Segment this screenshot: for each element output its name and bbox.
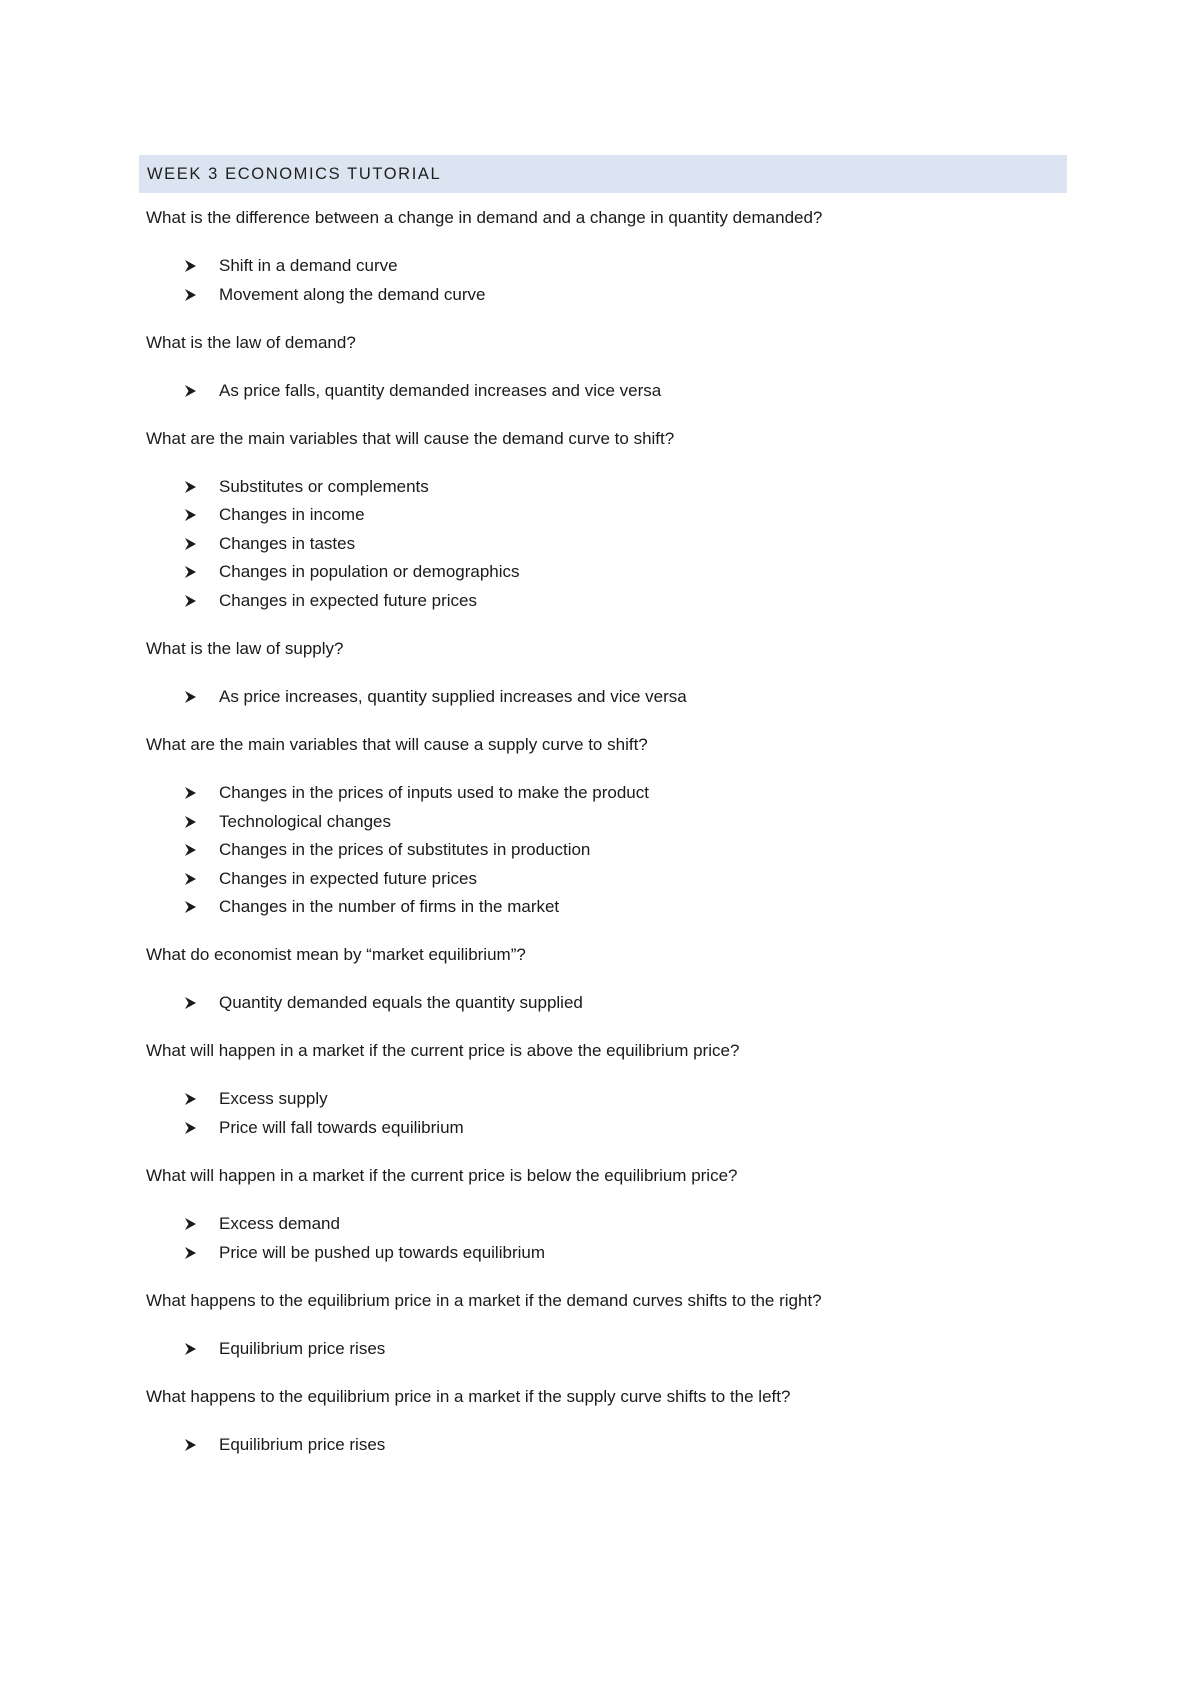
answer-item [146, 811, 1066, 840]
answer-text: As price increases, quantity supplied increases and vice versa [219, 686, 687, 706]
answer-item [146, 1242, 1066, 1264]
answer-list [146, 782, 1066, 918]
answer-item [146, 476, 1066, 505]
answer-text: Equilibrium price rises [219, 1434, 386, 1454]
title-band [139, 155, 1067, 193]
question-text: What is the law of supply? [146, 638, 344, 658]
answer-item [146, 868, 1066, 897]
spacer [146, 1187, 1066, 1213]
question-text: What are the main variables that will cause a supply curve to shift? [146, 734, 648, 754]
question-text: What are the main variables that will cause the demand curve to shift? [146, 428, 675, 448]
answer-text: Changes in the prices of inputs used to make the product [219, 782, 649, 802]
qa-section [146, 1386, 1066, 1456]
qa-section [146, 1040, 1066, 1139]
answer-text: Equilibrium price rises [219, 1338, 386, 1358]
answer-item [146, 380, 1066, 402]
arrowhead-bullet-icon [182, 1117, 198, 1139]
question-text: What do economist mean by “market equilibrium”? [146, 945, 526, 965]
answer-list [146, 686, 1066, 708]
arrowhead-bullet-icon [182, 1242, 198, 1264]
answer-item [146, 590, 1066, 612]
spacer [146, 354, 1066, 380]
arrowhead-bullet-icon [182, 476, 198, 498]
arrowhead-bullet-icon [182, 1338, 198, 1360]
arrowhead-bullet-icon [182, 533, 198, 555]
qa-section [146, 944, 1066, 1014]
arrowhead-bullet-icon [182, 255, 198, 277]
spacer [146, 1062, 1066, 1088]
arrowhead-bullet-icon [182, 561, 198, 583]
answer-item [146, 1213, 1066, 1242]
arrowhead-bullet-icon [182, 686, 198, 708]
answer-item [146, 992, 1066, 1014]
arrowhead-bullet-icon [182, 1213, 198, 1235]
arrowhead-bullet-icon [182, 504, 198, 526]
document-title: WEEK 3 ECONOMICS TUTORIAL [147, 164, 442, 183]
question-text: What will happen in a market if the current price is above the equilibrium price? [146, 1041, 740, 1061]
answer-item [146, 561, 1066, 590]
tutorial-content [146, 207, 1066, 1482]
arrowhead-bullet-icon [182, 782, 198, 804]
answer-text: Excess supply [219, 1089, 328, 1109]
qa-section [146, 1165, 1066, 1264]
qa-section [146, 207, 1066, 306]
arrowhead-bullet-icon [182, 284, 198, 306]
answer-list [146, 476, 1066, 612]
answer-item [146, 255, 1066, 284]
spacer [146, 756, 1066, 782]
qa-section [146, 734, 1066, 918]
answer-text: Changes in expected future prices [219, 868, 477, 888]
question-text: What happens to the equilibrium price in a market if the supply curve shifts to the left? [146, 1386, 791, 1406]
arrowhead-bullet-icon [182, 992, 198, 1014]
qa-section [146, 638, 1066, 708]
spacer [146, 229, 1066, 255]
answer-item [146, 782, 1066, 811]
answer-text: Movement along the demand curve [219, 284, 486, 304]
answer-item [146, 1338, 1066, 1360]
question-text: What is the difference between a change in demand and a change in quantity demanded? [146, 208, 823, 227]
answer-text: Quantity demanded equals the quantity supplied [219, 993, 583, 1013]
answer-list [146, 255, 1066, 306]
answer-text: Changes in population or demographics [219, 562, 520, 582]
spacer [146, 660, 1066, 686]
answer-item [146, 284, 1066, 306]
answer-list [146, 1088, 1066, 1139]
answer-text: Changes in the prices of substitutes in production [219, 840, 591, 860]
arrowhead-bullet-icon [182, 1088, 198, 1110]
qa-section [146, 1290, 1066, 1360]
answer-item [146, 533, 1066, 562]
answer-item [146, 504, 1066, 533]
answer-text: Excess demand [219, 1213, 340, 1233]
spacer [146, 966, 1066, 992]
answer-text: Changes in income [219, 505, 365, 525]
arrowhead-bullet-icon [182, 590, 198, 612]
question-text: What happens to the equilibrium price in a market if the demand curves shifts to the right? [146, 1290, 822, 1310]
arrowhead-bullet-icon [182, 380, 198, 402]
spacer [146, 1312, 1066, 1338]
answer-item [146, 1088, 1066, 1117]
answer-list [146, 380, 1066, 402]
spacer [146, 450, 1066, 476]
answer-item [146, 686, 1066, 708]
qa-section [146, 332, 1066, 402]
answer-text: Technological changes [219, 811, 392, 831]
answer-text: Changes in the number of firms in the market [219, 897, 560, 917]
answer-text: As price falls, quantity demanded increases and vice versa [219, 380, 662, 400]
answer-item [146, 1434, 1066, 1456]
answer-item [146, 839, 1066, 868]
arrowhead-bullet-icon [182, 868, 198, 890]
arrowhead-bullet-icon [182, 896, 198, 918]
answer-text: Shift in a demand curve [219, 256, 398, 275]
answer-list [146, 1434, 1066, 1456]
answer-list [146, 992, 1066, 1014]
answer-list [146, 1338, 1066, 1360]
answer-item [146, 1117, 1066, 1139]
question-text: What is the law of demand? [146, 332, 356, 352]
answer-text: Changes in expected future prices [219, 590, 477, 610]
arrowhead-bullet-icon [182, 811, 198, 833]
qa-section [146, 428, 1066, 612]
question-text: What will happen in a market if the current price is below the equilibrium price? [146, 1165, 738, 1185]
answer-text: Price will be pushed up towards equilibrium [219, 1242, 545, 1262]
answer-text: Substitutes or complements [219, 476, 429, 496]
answer-text: Price will fall towards equilibrium [219, 1117, 464, 1137]
arrowhead-bullet-icon [182, 1434, 198, 1456]
answer-item [146, 896, 1066, 918]
arrowhead-bullet-icon [182, 839, 198, 861]
answer-list [146, 1213, 1066, 1264]
spacer [146, 1408, 1066, 1434]
answer-text: Changes in tastes [219, 533, 356, 553]
